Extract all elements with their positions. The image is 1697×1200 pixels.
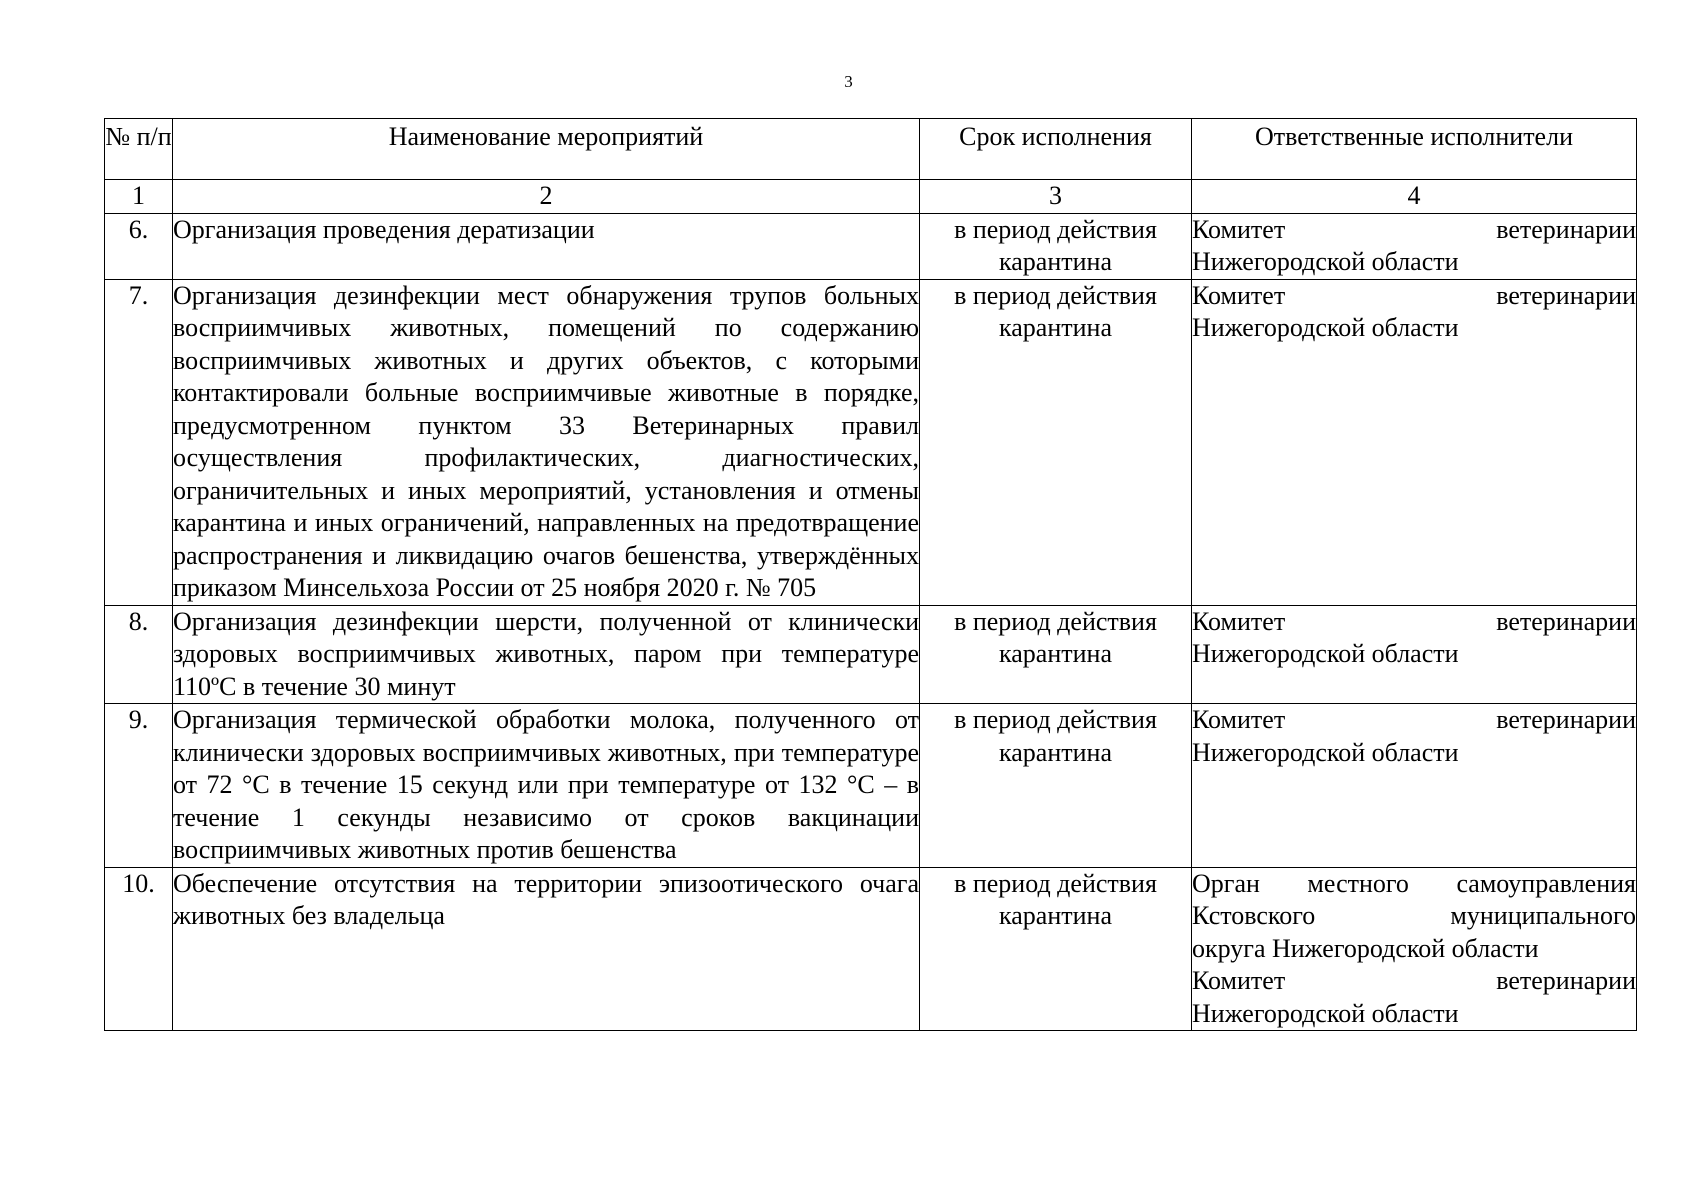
term-line: в период действия <box>954 606 1157 636</box>
table-body <box>105 213 1637 1031</box>
responsible-line: Нижегородской области <box>1192 247 1459 276</box>
header-responsible: Ответственные исполнители <box>1192 119 1637 180</box>
term-line: карантина <box>999 901 1112 930</box>
responsible-line: Комитет ветеринарии <box>1192 214 1636 244</box>
column-index-2: 2 <box>173 180 920 214</box>
term-cell <box>920 279 1192 605</box>
responsible-cell <box>1192 213 1637 279</box>
column-index-1: 1 <box>105 180 173 214</box>
responsible-line: округа Нижегородской области <box>1192 933 1539 963</box>
measure-name <box>173 213 920 279</box>
term-line: в период действия <box>954 868 1157 898</box>
table-row <box>105 279 1637 605</box>
table-row <box>105 213 1637 279</box>
responsible-line: Кстовского муниципального <box>1192 901 1636 930</box>
measures-table <box>104 118 1637 1031</box>
column-index-4: 4 <box>1192 180 1637 214</box>
measure-name-text: Организация дезинфекции мест обнаружения трупов больных восприимчивых животных, помещений по содержанию восприимчивых животных и других объектов, с которыми контактировали больные восприимчивые животные в порядке, предусмотренном пунктом 33 Ветеринарных правил осуществления профилактических, диагностических, ограничительных и иных мероприятий, установления и отмены карантина и иных ограничений, направленных на предотвращение распространения и ликвидацию очагов бешенства, утверждённых приказом Минсельхоза России от 25 ноября 2020 г. № 705 <box>173 280 919 602</box>
measure-name-text: Организация проведения дератизации <box>173 214 595 244</box>
responsible-cell <box>1192 605 1637 704</box>
term-cell <box>920 213 1192 279</box>
term-line: карантина <box>999 737 1112 767</box>
table-row <box>105 605 1637 704</box>
table-row <box>105 704 1637 868</box>
measure-name-text: Организация дезинфекции шерсти, полученной от клинически здоровых восприимчивых животных, паром при температуре 110ºС в течение 30 минут <box>173 606 919 701</box>
term-line: в период действия <box>954 214 1157 244</box>
row-number: 8. <box>105 605 173 704</box>
header-name: Наименование мероприятий <box>173 119 920 180</box>
term-cell <box>920 704 1192 868</box>
term-line: в период действия <box>954 705 1157 734</box>
responsible-line: Нижегородской области <box>1192 998 1459 1028</box>
term-line: карантина <box>999 639 1112 668</box>
measure-name-text: Обеспечение отсутствия на территории эпизоотического очага животных без владельца <box>173 868 919 930</box>
row-number: 10. <box>105 867 173 1031</box>
responsible-line: Нижегородской области <box>1192 737 1459 767</box>
measure-name <box>173 867 920 1031</box>
responsible-line: Комитет ветеринарии <box>1192 705 1636 734</box>
responsible-line: Орган местного самоуправления <box>1192 868 1636 898</box>
page-number: 3 <box>844 72 853 91</box>
term-line: в период действия <box>954 280 1157 310</box>
measure-name <box>173 704 920 868</box>
responsible-cell <box>1192 867 1637 1031</box>
responsible-line: Комитет ветеринарии <box>1192 280 1636 310</box>
measure-name <box>173 279 920 605</box>
responsible-line: Нижегородской области <box>1192 639 1459 668</box>
header-term: Срок исполнения <box>920 119 1192 180</box>
table-header <box>105 119 1637 214</box>
responsible-line: Нижегородской области <box>1192 313 1459 342</box>
responsible-line: Комитет ветеринарии <box>1192 966 1636 995</box>
term-line: карантина <box>999 313 1112 342</box>
responsible-cell <box>1192 704 1637 868</box>
row-number: 7. <box>105 279 173 605</box>
measure-name-text: Организация термической обработки молока, полученного от клинически здоровых восприимчивых животных, при температуре от 72 °С в течение 15 секунд или при температуре от 132 °С – в течение 1 секунды независимо от сроков вакцинации восприимчивых животных против бешенства <box>173 705 919 864</box>
responsible-line: Комитет ветеринарии <box>1192 606 1636 636</box>
responsible-cell <box>1192 279 1637 605</box>
header-number: № п/п <box>105 119 173 180</box>
table-row <box>105 867 1637 1031</box>
column-index-3: 3 <box>920 180 1192 214</box>
measure-name <box>173 605 920 704</box>
term-cell <box>920 605 1192 704</box>
row-number: 6. <box>105 213 173 279</box>
term-line: карантина <box>999 247 1112 276</box>
term-cell <box>920 867 1192 1031</box>
row-number: 9. <box>105 704 173 868</box>
